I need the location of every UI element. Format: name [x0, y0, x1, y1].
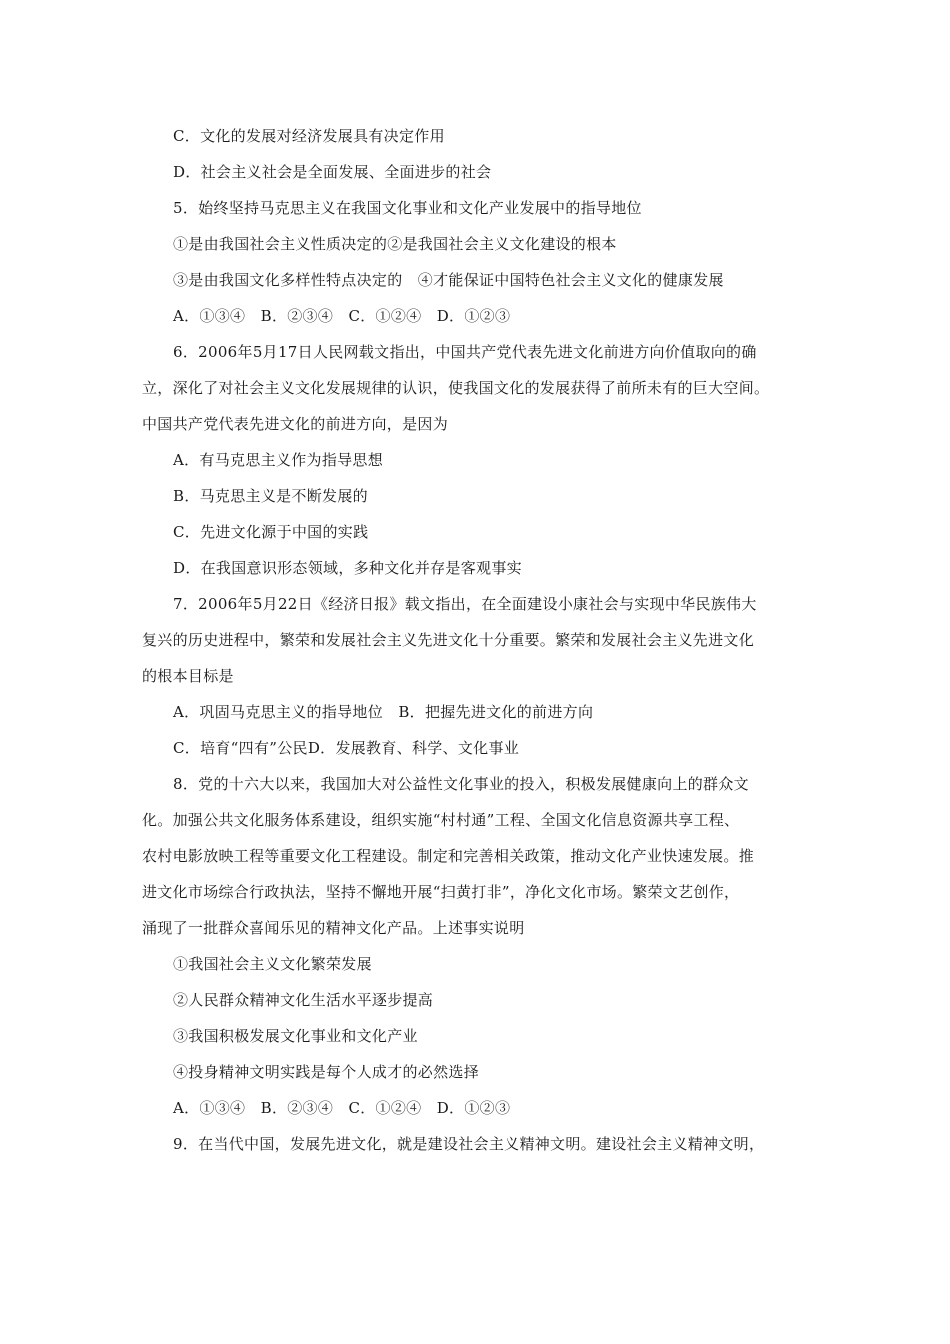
question-8-line-1: 8．党的十六大以来，我国加大对公益性文化事业的投入，积极发展健康向上的群众文 — [173, 775, 749, 793]
q5-statements-3-4: ③是由我国文化多样性特点决定的 ④才能保证中国特色社会主义文化的健康发展 — [173, 271, 724, 289]
q8-options: A．①③④ B．②③④ C．①②④ D．①②③ — [173, 1099, 511, 1117]
option-c-q6: C．先进文化源于中国的实践 — [173, 523, 369, 541]
question-6-line-3: 中国共产党代表先进文化的前进方向，是因为 — [142, 415, 449, 433]
q8-statement-3: ③我国积极发展文化事业和文化产业 — [173, 1027, 418, 1045]
question-7-line-2: 复兴的历史进程中，繁荣和发展社会主义先进文化十分重要。繁荣和发展社会主义先进文化 — [142, 631, 755, 649]
question-9-line-1: 9．在当代中国，发展先进文化，就是建设社会主义精神文明。建设社会主义精神文明， — [173, 1135, 765, 1153]
q8-statement-4: ④投身精神文明实践是每个人成才的必然选择 — [173, 1063, 480, 1081]
question-8-line-5: 涌现了一批群众喜闻乐见的精神文化产品。上述事实说明 — [142, 919, 525, 937]
option-b-q6: B．马克思主义是不断发展的 — [173, 487, 368, 505]
question-8-line-2: 化。加强公共文化服务体系建设，组织实施“村村通”工程、全国文化信息资源共享工程、 — [142, 811, 740, 829]
option-c-q4: C．文化的发展对经济发展具有决定作用 — [173, 127, 445, 145]
question-6-line-2: 立，深化了对社会主义文化发展规律的认识，使我国文化的发展获得了前所未有的巨大空间。 — [142, 379, 770, 397]
q7-options-c-d: C．培育“四有”公民D．发展教育、科学、文化事业 — [173, 739, 520, 757]
question-8-line-4: 进文化市场综合行政执法，坚持不懈地开展“扫黄打非”，净化文化市场。繁荣文艺创作， — [142, 883, 740, 901]
q7-options-a-b: A．巩固马克思主义的指导地位 B．把握先进文化的前进方向 — [173, 703, 594, 721]
question-5: 5．始终坚持马克思主义在我国文化事业和文化产业发展中的指导地位 — [173, 199, 642, 217]
question-7-line-3: 的根本目标是 — [142, 667, 234, 685]
option-d-q6: D．在我国意识形态领域，多种文化并存是客观事实 — [173, 559, 522, 577]
q5-options: A．①③④ B．②③④ C．①②④ D．①②③ — [173, 307, 511, 325]
question-8-line-3: 农村电影放映工程等重要文化工程建设。制定和完善相关政策，推动文化产业快速发展。推 — [142, 847, 755, 865]
question-7-line-1: 7．2006年5月22日《经济日报》载文指出，在全面建设小康社会与实现中华民族伟大 — [173, 595, 757, 613]
question-6-line-1: 6．2006年5月17日人民网载文指出，中国共产党代表先进文化前进方向价值取向的确 — [173, 343, 757, 361]
option-d-q4: D．社会主义社会是全面发展、全面进步的社会 — [173, 163, 492, 181]
q8-statement-1: ①我国社会主义文化繁荣发展 — [173, 955, 372, 973]
q8-statement-2: ②人民群众精神文化生活水平逐步提高 — [173, 991, 434, 1009]
option-a-q6: A．有马克思主义作为指导思想 — [173, 451, 384, 469]
q5-statements-1-2: ①是由我国社会主义性质决定的②是我国社会主义文化建设的根本 — [173, 235, 617, 253]
